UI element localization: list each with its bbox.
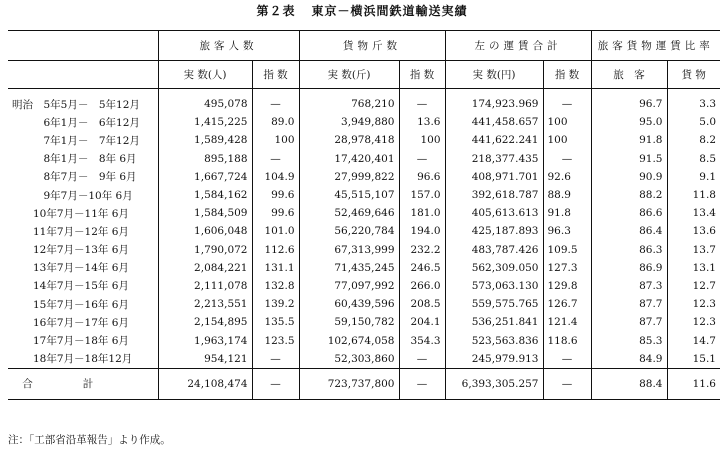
header-passengers: 旅客人数 (158, 31, 299, 61)
ratio-cargo-cell: 3.3 (667, 89, 720, 114)
freight-cell: 67,313,999 (299, 241, 399, 259)
period-cell: 6年1月－ 6年12月 (12, 116, 140, 129)
ratio-passenger-cell: 84.9 (591, 350, 667, 369)
passengers-cell: 954,121 (158, 350, 252, 369)
period-cell: 15年7月－16年 6月 (12, 298, 129, 311)
table-row (8, 277, 720, 295)
table-row (8, 259, 720, 277)
passenger-index-cell: 99.6 (252, 204, 299, 222)
freight-index-cell: 246.5 (399, 259, 445, 277)
ratio-passenger-cell: 88.2 (591, 186, 667, 204)
total-passengers: 24,108,474 (158, 368, 252, 399)
revenue-cell: 562,309.050 (445, 259, 543, 277)
passenger-index-cell: 131.1 (252, 259, 299, 277)
freight-index-cell: 204.1 (399, 313, 445, 331)
passenger-index-cell: 139.2 (252, 295, 299, 313)
header-corner-2 (8, 61, 158, 89)
freight-cell: 28,978,418 (299, 131, 399, 149)
ratio-passenger-cell: 86.4 (591, 222, 667, 240)
passengers-cell: 495,078 (158, 89, 252, 114)
total-ratio-passenger: 88.4 (591, 368, 667, 399)
table-row (8, 113, 720, 131)
header-freight-index: 指 数 (399, 61, 445, 89)
revenue-cell: 405,613.613 (445, 204, 543, 222)
revenue-index-cell: 100 (543, 131, 591, 149)
period-cell: 18年7月－18年12月 (12, 353, 133, 366)
header-row-2 (8, 61, 720, 89)
revenue-index-cell: — (543, 150, 591, 168)
table-title (0, 2, 724, 22)
freight-index-cell: 232.2 (399, 241, 445, 259)
passengers-cell: 1,584,509 (158, 204, 252, 222)
total-revenue: 6,393,305.257 (445, 368, 543, 399)
header-actual-yen: 実 数(円) (445, 61, 543, 89)
passengers-cell: 1,963,174 (158, 331, 252, 349)
passenger-index-cell: — (252, 89, 299, 114)
table-row (8, 131, 720, 149)
table-title-text: 東京－横浜間鉄道輸送実績 (311, 4, 468, 18)
period-cell: 11年7月－12年 6月 (12, 225, 129, 238)
freight-index-cell: 181.0 (399, 204, 445, 222)
freight-cell: 3,949,880 (299, 113, 399, 131)
passenger-index-cell: 132.8 (252, 277, 299, 295)
revenue-cell: 425,187.893 (445, 222, 543, 240)
freight-index-cell: 100 (399, 131, 445, 149)
ratio-cargo-cell: 9.1 (667, 168, 720, 186)
ratio-passenger-cell: 87.7 (591, 313, 667, 331)
revenue-cell: 523,563.836 (445, 331, 543, 349)
freight-cell: 45,515,107 (299, 186, 399, 204)
revenue-index-cell: 127.3 (543, 259, 591, 277)
ratio-passenger-cell: 86.9 (591, 259, 667, 277)
ratio-passenger-cell: 96.7 (591, 89, 667, 114)
revenue-cell: 174,923.969 (445, 89, 543, 114)
table-row (8, 89, 720, 114)
freight-cell: 17,420,401 (299, 150, 399, 168)
header-ratio: 旅客貨物運賃比率 (591, 31, 720, 61)
revenue-index-cell: 118.6 (543, 331, 591, 349)
period-cell: 16年7月－17年 6月 (12, 316, 129, 329)
passengers-cell: 1,589,428 (158, 131, 252, 149)
period-cell: 8年1月－ 8年 6月 (12, 153, 137, 166)
passenger-index-cell: 123.5 (252, 331, 299, 349)
table-number: 第２表 (256, 4, 296, 18)
revenue-index-cell: — (543, 89, 591, 114)
freight-index-cell: 96.6 (399, 168, 445, 186)
revenue-index-cell: 96.3 (543, 222, 591, 240)
ratio-passenger-cell: 85.3 (591, 331, 667, 349)
passengers-cell: 2,084,221 (158, 259, 252, 277)
passengers-cell: 1,790,072 (158, 241, 252, 259)
revenue-cell: 441,622.241 (445, 131, 543, 149)
passengers-cell: 2,111,078 (158, 277, 252, 295)
table-row (8, 295, 720, 313)
freight-cell: 102,674,058 (299, 331, 399, 349)
revenue-cell: 441,458.657 (445, 113, 543, 131)
passenger-index-cell: 135.5 (252, 313, 299, 331)
revenue-cell: 559,575.765 (445, 295, 543, 313)
ratio-cargo-cell: 14.7 (667, 331, 720, 349)
table-row (8, 331, 720, 349)
revenue-index-cell: 88.9 (543, 186, 591, 204)
freight-cell: 60,439,596 (299, 295, 399, 313)
revenue-cell: 245,979.913 (445, 350, 543, 369)
total-freight-index: — (399, 368, 445, 399)
header-actual-persons: 実 数(人) (158, 61, 252, 89)
revenue-index-cell: 126.7 (543, 295, 591, 313)
ratio-cargo-cell: 5.0 (667, 113, 720, 131)
freight-cell: 768,210 (299, 89, 399, 114)
header-revenue-index: 指 数 (543, 61, 591, 89)
ratio-passenger-cell: 86.6 (591, 204, 667, 222)
freight-cell: 71,435,245 (299, 259, 399, 277)
table-row (8, 222, 720, 240)
header-passenger-index: 指 数 (252, 61, 299, 89)
revenue-index-cell: 92.6 (543, 168, 591, 186)
passengers-cell: 1,415,225 (158, 113, 252, 131)
table-row (8, 168, 720, 186)
passenger-index-cell: 89.0 (252, 113, 299, 131)
total-freight: 723,737,800 (299, 368, 399, 399)
source-note: 注：「工部省沿革報告」より作成。 (8, 434, 171, 446)
passenger-index-cell: 104.9 (252, 168, 299, 186)
revenue-cell: 483,787.426 (445, 241, 543, 259)
freight-cell: 77,097,992 (299, 277, 399, 295)
passengers-cell: 1,584,162 (158, 186, 252, 204)
revenue-index-cell: 121.4 (543, 313, 591, 331)
period-cell: 14年7月－15年 6月 (12, 280, 129, 293)
freight-cell: 27,999,822 (299, 168, 399, 186)
period-cell: 明治 5年5月－ 5年12月 (12, 98, 140, 111)
freight-index-cell: — (399, 89, 445, 114)
freight-index-cell: — (399, 150, 445, 168)
freight-cell: 52,303,860 (299, 350, 399, 369)
header-revenue: 左の運賃合計 (445, 31, 591, 61)
table-row (8, 204, 720, 222)
revenue-cell: 536,251.841 (445, 313, 543, 331)
passenger-index-cell: 112.6 (252, 241, 299, 259)
ratio-cargo-cell: 12.7 (667, 277, 720, 295)
ratio-cargo-cell: 8.2 (667, 131, 720, 149)
freight-cell: 59,150,782 (299, 313, 399, 331)
period-cell: 13年7月－14年 6月 (12, 262, 129, 275)
passenger-index-cell: 101.0 (252, 222, 299, 240)
period-cell: 9年7月－10年 6月 (12, 189, 133, 202)
revenue-index-cell: 100 (543, 113, 591, 131)
header-corner (8, 31, 158, 61)
ratio-cargo-cell: 13.6 (667, 222, 720, 240)
passengers-cell: 2,213,551 (158, 295, 252, 313)
period-cell: 7年1月－ 7年12月 (12, 134, 140, 147)
revenue-cell: 218,377.435 (445, 150, 543, 168)
header-ratio-passenger: 旅 客 (591, 61, 667, 89)
total-revenue-index: — (543, 368, 591, 399)
ratio-passenger-cell: 91.5 (591, 150, 667, 168)
period-cell: 8年7月－ 9年 6月 (12, 171, 137, 184)
period-cell: 17年7月－18年 6月 (12, 335, 129, 348)
ratio-passenger-cell: 90.9 (591, 168, 667, 186)
total-passenger-index: — (252, 368, 299, 399)
revenue-index-cell: — (543, 350, 591, 369)
period-cell: 12年7月－13年 6月 (12, 244, 129, 257)
freight-index-cell: 157.0 (399, 186, 445, 204)
ratio-cargo-cell: 15.1 (667, 350, 720, 369)
header-row-1 (8, 31, 720, 61)
freight-cell: 56,220,784 (299, 222, 399, 240)
table-row (8, 150, 720, 168)
table-row (8, 241, 720, 259)
passengers-cell: 1,606,048 (158, 222, 252, 240)
freight-index-cell: 354.3 (399, 331, 445, 349)
total-ratio-cargo: 11.6 (667, 368, 720, 399)
ratio-cargo-cell: 13.7 (667, 241, 720, 259)
ratio-cargo-cell: 8.5 (667, 150, 720, 168)
ratio-passenger-cell: 87.3 (591, 277, 667, 295)
freight-index-cell: 13.6 (399, 113, 445, 131)
freight-index-cell: — (399, 350, 445, 369)
freight-cell: 52,469,646 (299, 204, 399, 222)
passengers-cell: 895,188 (158, 150, 252, 168)
table-body (8, 89, 720, 369)
revenue-cell: 408,971.701 (445, 168, 543, 186)
passengers-cell: 1,667,724 (158, 168, 252, 186)
revenue-index-cell: 91.8 (543, 204, 591, 222)
table-row (8, 186, 720, 204)
period-cell: 10年7月－11年 6月 (12, 207, 129, 220)
ratio-passenger-cell: 91.8 (591, 131, 667, 149)
total-row (8, 368, 720, 399)
passenger-index-cell: — (252, 350, 299, 369)
passenger-index-cell: 100 (252, 131, 299, 149)
passenger-index-cell: — (252, 150, 299, 168)
revenue-cell: 392,618.787 (445, 186, 543, 204)
table-row (8, 350, 720, 369)
passenger-index-cell: 99.6 (252, 186, 299, 204)
freight-index-cell: 208.5 (399, 295, 445, 313)
header-ratio-cargo: 貨 物 (667, 61, 720, 89)
ratio-passenger-cell: 95.0 (591, 113, 667, 131)
revenue-cell: 573,063.130 (445, 277, 543, 295)
transport-table (8, 30, 720, 400)
header-freight: 貨物斤数 (299, 31, 445, 61)
revenue-index-cell: 129.8 (543, 277, 591, 295)
ratio-cargo-cell: 13.4 (667, 204, 720, 222)
freight-index-cell: 194.0 (399, 222, 445, 240)
ratio-passenger-cell: 86.3 (591, 241, 667, 259)
revenue-index-cell: 109.5 (543, 241, 591, 259)
table-row (8, 313, 720, 331)
total-label: 合計 (8, 368, 158, 399)
ratio-cargo-cell: 11.8 (667, 186, 720, 204)
header-actual-kin: 実 数(斤) (299, 61, 399, 89)
ratio-cargo-cell: 13.1 (667, 259, 720, 277)
ratio-passenger-cell: 87.7 (591, 295, 667, 313)
ratio-cargo-cell: 12.3 (667, 295, 720, 313)
freight-index-cell: 266.0 (399, 277, 445, 295)
ratio-cargo-cell: 12.3 (667, 313, 720, 331)
passengers-cell: 2,154,895 (158, 313, 252, 331)
